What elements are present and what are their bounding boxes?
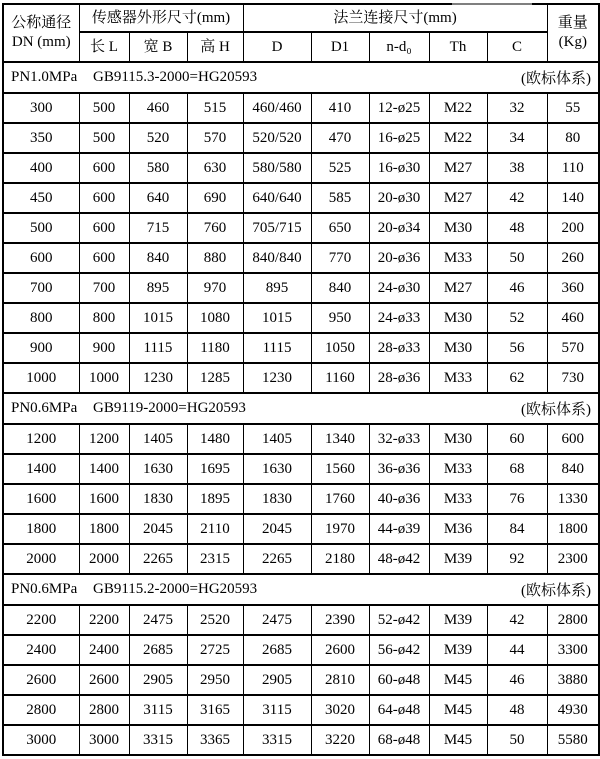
header-weight-unit: (Kg) [558,34,587,50]
header-flange-Th: Th [429,32,487,62]
table-row [3,514,599,544]
table-cell: 2045 [243,514,311,544]
table-row [3,183,599,213]
header-group-sensor-dimensions: 传感器外形尺寸(mm) [79,4,243,32]
table-cell: 1560 [311,454,369,484]
table-cell: 3165 [187,695,243,725]
table-cell: 1630 [129,454,187,484]
table-cell: 5580 [547,725,599,755]
table-cell: 32-ø33 [369,424,429,454]
table-cell: 730 [547,363,599,393]
table-cell: 580/580 [243,153,311,183]
table-cell: 950 [311,303,369,333]
table-cell: 3365 [187,725,243,755]
table-cell: 28-ø33 [369,333,429,363]
table-cell: 460 [547,303,599,333]
section-note-label: (欧标体系) [521,71,592,87]
table-row [3,243,599,273]
table-cell: 3315 [243,725,311,755]
table-cell: 2000 [3,544,79,574]
table-row [3,484,599,514]
table-cell: 3020 [311,695,369,725]
table-cell: 110 [547,153,599,183]
table-cell: 16-ø30 [369,153,429,183]
table-cell: 1760 [311,484,369,514]
table-cell: 92 [487,544,547,574]
table-cell: 1285 [187,363,243,393]
table-cell: M22 [429,93,487,123]
table-cell: 1340 [311,424,369,454]
table-cell: 1400 [79,454,129,484]
table-cell: 3880 [547,665,599,695]
table-cell: 260 [547,243,599,273]
section-header-cell [3,393,599,424]
table-cell: 700 [79,273,129,303]
header-flange-C: C [487,32,547,62]
table-cell: 1830 [129,484,187,514]
header-weight-cn: 重量 [557,14,588,31]
section-header-row [3,62,599,93]
table-row [3,363,599,393]
table-cell: 2400 [79,635,129,665]
header-width-B: 宽 B [129,32,187,62]
table-cell: 650 [311,213,369,243]
header-weight [547,4,599,62]
table-cell: M39 [429,635,487,665]
table-cell: 50 [487,725,547,755]
header-nominal-diameter-cn: 公称通径 [11,14,72,31]
table-cell: 46 [487,273,547,303]
section-standard-label: GB9115.3-2000=HG20593 [93,69,258,85]
table-cell: M33 [429,454,487,484]
table-cell: 2905 [243,665,311,695]
table-cell: 2685 [243,635,311,665]
table-cell: 640 [129,183,187,213]
table-cell: 2600 [311,635,369,665]
table-cell: 3115 [243,695,311,725]
table-cell: 895 [129,273,187,303]
table-cell: 1160 [311,363,369,393]
table-cell: 1480 [187,424,243,454]
header-flange-D1: D1 [311,32,369,62]
table-cell: 2520 [187,605,243,635]
table-cell: 900 [3,333,79,363]
table-cell: 600 [79,243,129,273]
section-header-row [3,574,599,605]
table-cell: 68 [487,454,547,484]
table-cell: 2475 [129,605,187,635]
table-cell: 715 [129,213,187,243]
table-cell: 1400 [3,454,79,484]
table-cell: 520 [129,123,187,153]
table-cell: 2800 [547,605,599,635]
table-cell: 2725 [187,635,243,665]
section-header-cell [3,62,599,93]
table-cell: M27 [429,153,487,183]
table-cell: 1080 [187,303,243,333]
table-cell: 36-ø36 [369,454,429,484]
table-row [3,605,599,635]
table-cell: 840 [547,454,599,484]
dimension-spec-table [2,3,600,756]
table-cell: 460 [129,93,187,123]
table-cell: 2110 [187,514,243,544]
table-cell: 410 [311,93,369,123]
table-cell: 585 [311,183,369,213]
table-row [3,273,599,303]
table-cell: 970 [187,273,243,303]
table-cell: 60 [487,424,547,454]
table-cell: 1000 [79,363,129,393]
table-cell: M30 [429,333,487,363]
table-cell: 24-ø33 [369,303,429,333]
table-cell: 600 [79,183,129,213]
table-cell: 520/520 [243,123,311,153]
section-note-label: (欧标体系) [521,402,592,418]
table-cell: 84 [487,514,547,544]
section-standard-label: GB9115.2-2000=HG20593 [93,581,258,597]
table-cell: 840/840 [243,243,311,273]
table-cell: 900 [79,333,129,363]
table-cell: 76 [487,484,547,514]
table-cell: 52-ø42 [369,605,429,635]
header-length-L: 长 L [79,32,129,62]
table-cell: 1800 [79,514,129,544]
table-cell: 2600 [3,665,79,695]
header-flange-D: D [243,32,311,62]
table-cell: 34 [487,123,547,153]
table-cell: 1015 [129,303,187,333]
table-cell: 460/460 [243,93,311,123]
table-cell: 38 [487,153,547,183]
table-cell: 2400 [3,635,79,665]
table-cell: M39 [429,544,487,574]
table-cell: 500 [3,213,79,243]
header-group-flange-dimensions: 法兰连接尺寸(mm) [243,4,547,32]
table-row [3,303,599,333]
table-cell: 1180 [187,333,243,363]
table-cell: 46 [487,665,547,695]
table-cell: 12-ø25 [369,93,429,123]
table-cell: 1630 [243,454,311,484]
table-cell: 840 [129,243,187,273]
table-cell: 1830 [243,484,311,514]
table-cell: 1230 [243,363,311,393]
table-cell: 450 [3,183,79,213]
table-cell: 500 [79,123,129,153]
header-nominal-diameter [3,4,79,62]
table-cell: 140 [547,183,599,213]
table-cell: 700 [3,273,79,303]
table-cell: M27 [429,183,487,213]
table-cell: 630 [187,153,243,183]
table-cell: 3115 [129,695,187,725]
table-cell: 3300 [547,635,599,665]
table-cell: 1800 [3,514,79,544]
table-cell: 2045 [129,514,187,544]
table-cell: 2800 [79,695,129,725]
table-row [3,544,599,574]
table-cell: 52 [487,303,547,333]
table-cell: 2315 [187,544,243,574]
table-cell: 56-ø42 [369,635,429,665]
table-cell: 2390 [311,605,369,635]
table-cell: 350 [3,123,79,153]
table-row [3,333,599,363]
table-cell: 840 [311,273,369,303]
table-cell: 2475 [243,605,311,635]
table-cell: M39 [429,605,487,635]
table-cell: 3315 [129,725,187,755]
table-cell: 2300 [547,544,599,574]
table-cell: 44-ø39 [369,514,429,544]
table-cell: 4930 [547,695,599,725]
table-cell: 2950 [187,665,243,695]
table-row [3,213,599,243]
section-pressure-label: PN0.6MPa [11,400,78,416]
table-cell: 880 [187,243,243,273]
table-cell: 40-ø36 [369,484,429,514]
table-cell: 360 [547,273,599,303]
table-cell: 3000 [79,725,129,755]
table-cell: 20-ø30 [369,183,429,213]
table-cell: 20-ø34 [369,213,429,243]
table-cell: 28-ø36 [369,363,429,393]
table-cell: M33 [429,484,487,514]
spec-table-page [0,3,600,759]
table-cell: 760 [187,213,243,243]
table-cell: M45 [429,665,487,695]
table-cell: 570 [187,123,243,153]
table-cell: 1015 [243,303,311,333]
table-cell: M36 [429,514,487,544]
table-cell: 515 [187,93,243,123]
table-cell: 1800 [547,514,599,544]
table-cell: 64-ø48 [369,695,429,725]
table-body [3,62,599,755]
table-cell: 24-ø30 [369,273,429,303]
table-cell: M45 [429,725,487,755]
cropped-content-artifact [452,3,532,5]
table-cell: 400 [3,153,79,183]
table-cell: 895 [243,273,311,303]
table-cell: 570 [547,333,599,363]
table-cell: 2200 [79,605,129,635]
table-cell: 1230 [129,363,187,393]
table-cell: 20-ø36 [369,243,429,273]
section-header-cell [3,574,599,605]
header-flange-nd0: n-d₀ [369,32,429,62]
table-cell: 1330 [547,484,599,514]
table-cell: 640/640 [243,183,311,213]
table-cell: 1600 [79,484,129,514]
section-header-row [3,393,599,424]
table-cell: 2800 [3,695,79,725]
table-cell: 525 [311,153,369,183]
table-cell: M22 [429,123,487,153]
table-cell: 3000 [3,725,79,755]
header-nominal-diameter-unit: DN (mm) [11,34,71,50]
table-cell: 470 [311,123,369,153]
table-cell: 1405 [243,424,311,454]
table-cell: 1405 [129,424,187,454]
table-cell: 1695 [187,454,243,484]
table-cell: 580 [129,153,187,183]
table-cell: 600 [79,153,129,183]
table-cell: 2180 [311,544,369,574]
table-cell: 2000 [79,544,129,574]
section-pressure-label: PN1.0MPa [11,69,78,85]
table-cell: 600 [79,213,129,243]
table-row [3,123,599,153]
table-row [3,454,599,484]
table-cell: M33 [429,363,487,393]
table-cell: 800 [79,303,129,333]
table-cell: 48 [487,213,547,243]
table-row [3,424,599,454]
table-cell: 1050 [311,333,369,363]
table-cell: M30 [429,213,487,243]
table-row [3,153,599,183]
table-cell: M27 [429,273,487,303]
table-cell: 42 [487,183,547,213]
table-cell: 600 [3,243,79,273]
table-cell: 1000 [3,363,79,393]
table-cell: 80 [547,123,599,153]
table-row [3,93,599,123]
table-cell: 16-ø25 [369,123,429,153]
table-cell: 2600 [79,665,129,695]
table-cell: M45 [429,695,487,725]
table-row [3,635,599,665]
table-cell: 2200 [3,605,79,635]
table-cell: 32 [487,93,547,123]
table-cell: 1600 [3,484,79,514]
table-cell: 48 [487,695,547,725]
table-cell: 200 [547,213,599,243]
table-cell: 62 [487,363,547,393]
table-cell: 2810 [311,665,369,695]
table-cell: 1200 [79,424,129,454]
section-pressure-label: PN0.6MPa [11,581,78,597]
table-cell: 705/715 [243,213,311,243]
table-cell: 2685 [129,635,187,665]
table-cell: 56 [487,333,547,363]
table-cell: 1970 [311,514,369,544]
section-standard-label: GB9119-2000=HG20593 [93,400,246,416]
table-cell: 2265 [243,544,311,574]
table-cell: 48-ø42 [369,544,429,574]
table-cell: 55 [547,93,599,123]
table-row [3,725,599,755]
table-cell: 600 [547,424,599,454]
table-cell: M30 [429,424,487,454]
table-cell: 60-ø48 [369,665,429,695]
table-cell: 2265 [129,544,187,574]
table-row [3,695,599,725]
table-cell: 1115 [243,333,311,363]
table-cell: 2905 [129,665,187,695]
table-cell: 500 [79,93,129,123]
table-cell: 50 [487,243,547,273]
table-cell: 68-ø48 [369,725,429,755]
table-cell: 770 [311,243,369,273]
table-cell: 1895 [187,484,243,514]
table-cell: 44 [487,635,547,665]
section-note-label: (欧标体系) [521,583,592,599]
table-header [3,4,599,62]
table-cell: 300 [3,93,79,123]
table-cell: 690 [187,183,243,213]
table-cell: 1200 [3,424,79,454]
table-cell: 800 [3,303,79,333]
table-cell: M33 [429,243,487,273]
table-cell: 42 [487,605,547,635]
table-cell: M30 [429,303,487,333]
table-row [3,665,599,695]
header-height-H: 高 H [187,32,243,62]
table-cell: 1115 [129,333,187,363]
table-cell: 3220 [311,725,369,755]
